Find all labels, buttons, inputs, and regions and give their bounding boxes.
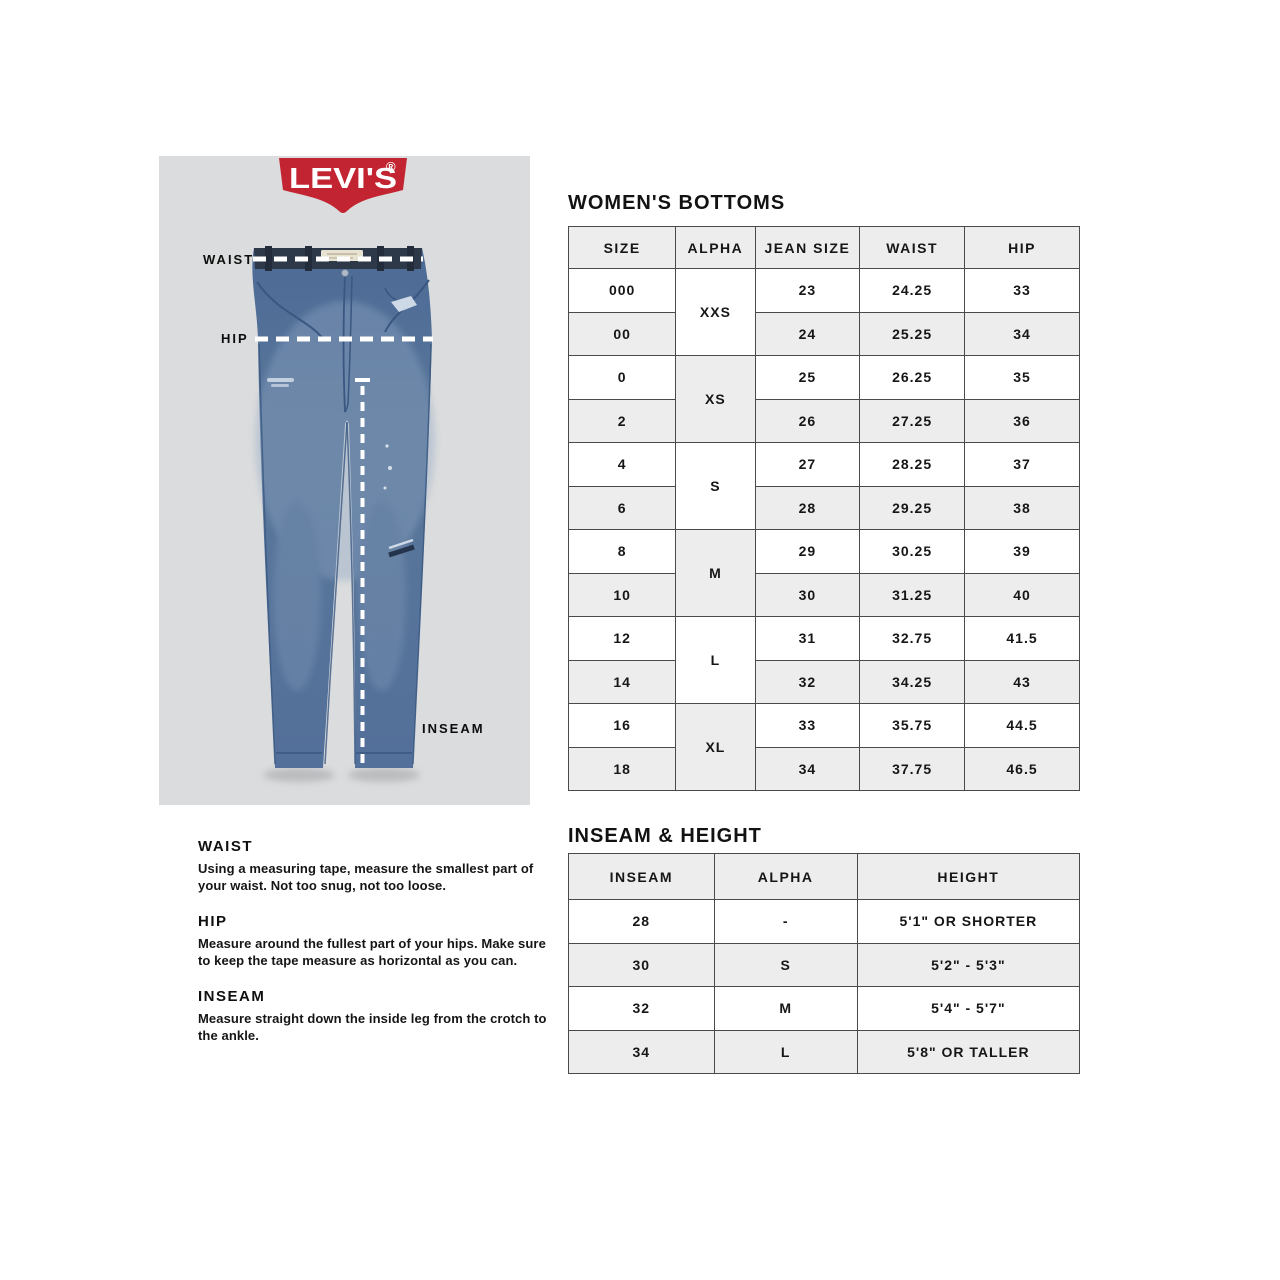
hip-cell: 41.5: [965, 617, 1080, 661]
size-cell: 000: [569, 269, 676, 313]
hip-cell: 40: [965, 573, 1080, 617]
waist-cell: 25.25: [860, 312, 965, 356]
size-chart-header-cell: HIP: [965, 227, 1080, 269]
inseam-chart-row: [569, 943, 1080, 987]
waist-cell: 29.25: [860, 486, 965, 530]
jean-size-cell: 25: [755, 356, 860, 400]
inseam-figure-label: INSEAM: [422, 721, 485, 736]
guide-inseam-text: Measure straight down the inside leg from the crotch to the ankle.: [198, 1011, 547, 1043]
jean-size-cell: 29: [755, 530, 860, 574]
inseam-chart-header-cell: INSEAM: [569, 854, 715, 900]
jean-size-cell: 31: [755, 617, 860, 661]
waist-cell: 24.25: [860, 269, 965, 313]
size-cell: 2: [569, 399, 676, 443]
size-chart-row: [569, 617, 1080, 661]
jean-size-cell: 24: [755, 312, 860, 356]
size-chart-header-row: [569, 227, 1080, 269]
height-cell: 5'8" OR TALLER: [857, 1030, 1079, 1074]
size-chart-header-cell: WAIST: [860, 227, 965, 269]
size-chart-header-cell: ALPHA: [676, 227, 755, 269]
inseam-chart-row: [569, 1030, 1080, 1074]
size-cell: 10: [569, 573, 676, 617]
inseam-chart-header-row: [569, 854, 1080, 900]
jeans-button: [342, 270, 349, 277]
hip-cell: 38: [965, 486, 1080, 530]
alpha-cell: XS: [676, 356, 755, 443]
alpha-cell: XXS: [676, 269, 755, 356]
jean-size-cell: 34: [755, 747, 860, 791]
size-chart-row: [569, 486, 1080, 530]
inseam-chart-row: [569, 900, 1080, 944]
alpha-cell: M: [676, 530, 755, 617]
alpha-cell: -: [714, 900, 857, 944]
waist-cell: 35.75: [860, 704, 965, 748]
size-cell: 6: [569, 486, 676, 530]
inseam-cell: 28: [569, 900, 715, 944]
size-cell: 16: [569, 704, 676, 748]
hip-cell: 43: [965, 660, 1080, 704]
size-chart-row: [569, 747, 1080, 791]
alpha-cell: L: [714, 1030, 857, 1074]
registered-trademark: ®: [386, 159, 396, 174]
size-cell: 0: [569, 356, 676, 400]
guide-waist: [198, 838, 558, 894]
size-chart-header-cell: JEAN SIZE: [755, 227, 860, 269]
size-cell: 8: [569, 530, 676, 574]
hem-shadow: [263, 768, 420, 782]
waist-cell: 37.75: [860, 747, 965, 791]
size-cell: 14: [569, 660, 676, 704]
hip-cell: 34: [965, 312, 1080, 356]
alpha-cell: XL: [676, 704, 755, 791]
size-chart-row: [569, 704, 1080, 748]
measurement-guides: [198, 838, 558, 1063]
size-cell: 00: [569, 312, 676, 356]
inseam-cell: 32: [569, 987, 715, 1031]
height-cell: 5'2" - 5'3": [857, 943, 1079, 987]
guide-inseam: [198, 988, 558, 1044]
inseam-chart-table: [568, 853, 1080, 1074]
guide-inseam-heading: INSEAM: [198, 988, 266, 1005]
size-chart-row: [569, 356, 1080, 400]
jean-size-cell: 26: [755, 399, 860, 443]
waist-cell: 31.25: [860, 573, 965, 617]
jean-size-cell: 23: [755, 269, 860, 313]
hip-cell: 36: [965, 399, 1080, 443]
hip-cell: 46.5: [965, 747, 1080, 791]
waist-cell: 32.75: [860, 617, 965, 661]
guide-waist-text: Using a measuring tape, measure the smallest part of your waist. Not too snug, not too loose.: [198, 861, 534, 893]
size-chart-row: [569, 660, 1080, 704]
hip-cell: 35: [965, 356, 1080, 400]
guide-hip-heading: HIP: [198, 913, 228, 930]
inseam-cell: 30: [569, 943, 715, 987]
size-cell: 18: [569, 747, 676, 791]
measurement-figure-panel: [159, 156, 530, 805]
jean-size-cell: 28: [755, 486, 860, 530]
waist-cell: 34.25: [860, 660, 965, 704]
size-chart-row: [569, 312, 1080, 356]
size-chart-row: [569, 269, 1080, 313]
waist-cell: 28.25: [860, 443, 965, 487]
inseam-chart-title: INSEAM & HEIGHT: [568, 825, 762, 847]
height-cell: 5'4" - 5'7": [857, 987, 1079, 1031]
hip-cell: 37: [965, 443, 1080, 487]
jean-size-cell: 32: [755, 660, 860, 704]
size-chart-header-cell: SIZE: [569, 227, 676, 269]
waist-cell: 27.25: [860, 399, 965, 443]
hip-cell: 33: [965, 269, 1080, 313]
jean-size-cell: 33: [755, 704, 860, 748]
size-chart-row: [569, 399, 1080, 443]
size-chart-title: WOMEN'S BOTTOMS: [568, 192, 786, 214]
inseam-chart-header-cell: ALPHA: [714, 854, 857, 900]
hip-cell: 39: [965, 530, 1080, 574]
alpha-cell: L: [676, 617, 755, 704]
inseam-chart-header-cell: HEIGHT: [857, 854, 1079, 900]
waist-cell: 26.25: [860, 356, 965, 400]
size-cell: 4: [569, 443, 676, 487]
inseam-cell: 34: [569, 1030, 715, 1074]
hip-cell: 44.5: [965, 704, 1080, 748]
guide-hip-text: Measure around the fullest part of your hips. Make sure to keep the tape measure as horizontal as you can.: [198, 936, 546, 968]
alpha-cell: M: [714, 987, 857, 1031]
inseam-chart-row: [569, 987, 1080, 1031]
size-cell: 12: [569, 617, 676, 661]
guide-waist-heading: WAIST: [198, 838, 253, 855]
alpha-cell: S: [714, 943, 857, 987]
waist-cell: 30.25: [860, 530, 965, 574]
size-chart-row: [569, 573, 1080, 617]
height-cell: 5'1" OR SHORTER: [857, 900, 1079, 944]
jean-size-cell: 27: [755, 443, 860, 487]
size-chart-row: [569, 530, 1080, 574]
guide-hip: [198, 913, 558, 969]
waist-figure-label: WAIST: [203, 252, 255, 267]
size-chart-table: [568, 226, 1080, 791]
jean-size-cell: 30: [755, 573, 860, 617]
hip-figure-label: HIP: [221, 331, 249, 346]
size-chart-row: [569, 443, 1080, 487]
alpha-cell: S: [676, 443, 755, 530]
levis-wordmark: LEVI'S: [289, 163, 397, 195]
